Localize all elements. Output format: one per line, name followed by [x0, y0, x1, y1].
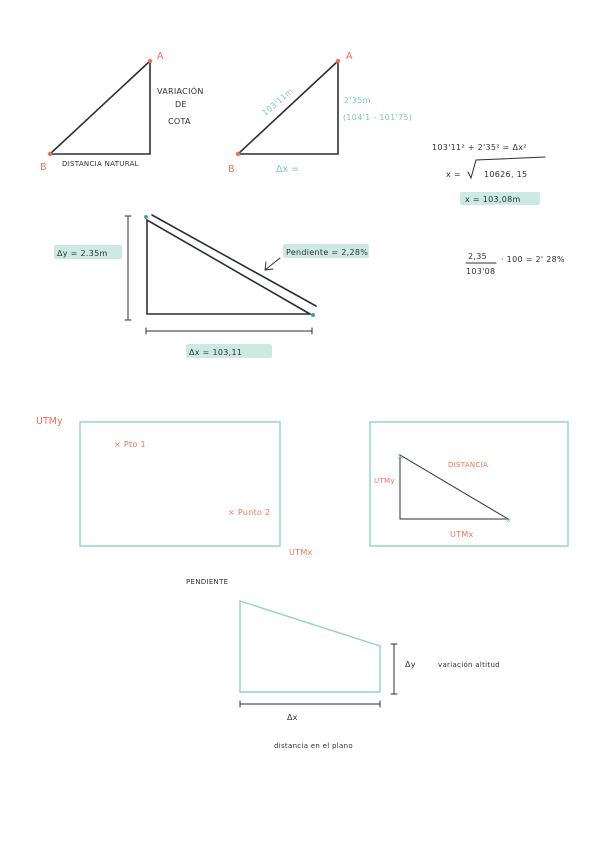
equation-sqrt-value: 10626, 15: [484, 170, 528, 179]
distancia-natural-label: DISTANCIA NATURAL: [62, 160, 139, 168]
fraction-numerator: 2,35: [468, 252, 488, 261]
fraction-denominator: 103'08: [466, 267, 496, 276]
utmy-label: UTMy: [36, 416, 63, 427]
pendiente-figure: [186, 578, 500, 750]
point-a-dot: [148, 59, 152, 63]
pto1-label: × Pto 1: [114, 440, 146, 449]
utmx-label: UTMx: [289, 548, 313, 557]
point-b-label: B: [40, 162, 47, 173]
pythagoras-equation: [432, 143, 545, 205]
utm-rectangle: [80, 422, 280, 546]
pendiente-title: PENDIENTE: [186, 578, 229, 586]
slope-figure: [54, 215, 369, 358]
slope-triangle: [147, 220, 310, 314]
hypotenuse-label: 103'11m: [260, 86, 296, 118]
pendiente-arrow: [265, 258, 280, 270]
triangle-1: [40, 51, 204, 173]
variacion-line1: VARIACIÓN: [157, 87, 204, 96]
dx-dimension-bracket: [240, 701, 380, 707]
triangle-2-shape: [238, 61, 338, 154]
dy-label: Δy = 2.35m: [57, 249, 108, 258]
point-a-label: A: [157, 51, 164, 62]
utm-box-figure: [36, 416, 313, 557]
percentage-calc: [466, 252, 565, 276]
equation-line1: 103'11² + 2'35² = Δx²: [432, 143, 527, 152]
dy-dimension-bracket: [391, 644, 397, 694]
dy-dimension-line: [125, 216, 131, 320]
utm-tri-utmy: UTMy: [374, 477, 395, 485]
utm-triangle-mark-top: ×: [397, 452, 404, 461]
point-b-dot: [48, 152, 52, 156]
variacion-line2: DE: [175, 100, 187, 109]
variacion-altitud: variación altitud: [438, 661, 500, 669]
side-calc-label: (104'1 - 101'75): [343, 113, 413, 122]
utm-tri-utmx: UTMx: [450, 530, 474, 539]
pendiente-dx: Δx: [287, 713, 298, 722]
triangle-1-shape: [50, 61, 150, 154]
point-b2-dot: [236, 152, 240, 156]
dx-label: Δx = 103,11: [189, 348, 243, 357]
distancia-plano: distancia en el plano: [274, 742, 353, 750]
equation-result: x = 103,08m: [465, 195, 521, 204]
utm-tri-distancia: DISTANCIA: [448, 461, 489, 469]
triangle-2: [228, 51, 412, 175]
slope-dot-top: [144, 215, 148, 219]
variacion-line3: COTA: [168, 117, 191, 126]
pendiente-dy: Δy: [405, 660, 416, 669]
utm-triangle-figure: [370, 422, 568, 546]
slope-parallel-line: [152, 215, 316, 306]
pendiente-label: Pendiente = 2,28%: [286, 248, 369, 257]
point-b2-label: B: [228, 164, 235, 175]
side-length-label: 2'35m: [344, 96, 371, 105]
equation-x: x =: [446, 170, 461, 179]
slope-dot-bottom: [311, 313, 315, 317]
fraction-result: · 100 = 2' 28%: [501, 255, 565, 264]
punto2-label: × Punto 2: [228, 508, 271, 517]
dx-label-tri2: Δx =: [276, 164, 300, 175]
pendiente-trapezoid: [240, 601, 380, 692]
point-a2-dot: [336, 59, 340, 63]
dx-dimension-line: [146, 328, 312, 334]
point-a2-label: A: [346, 51, 353, 62]
utm-triangle-mark-bottom: ×: [505, 516, 512, 525]
